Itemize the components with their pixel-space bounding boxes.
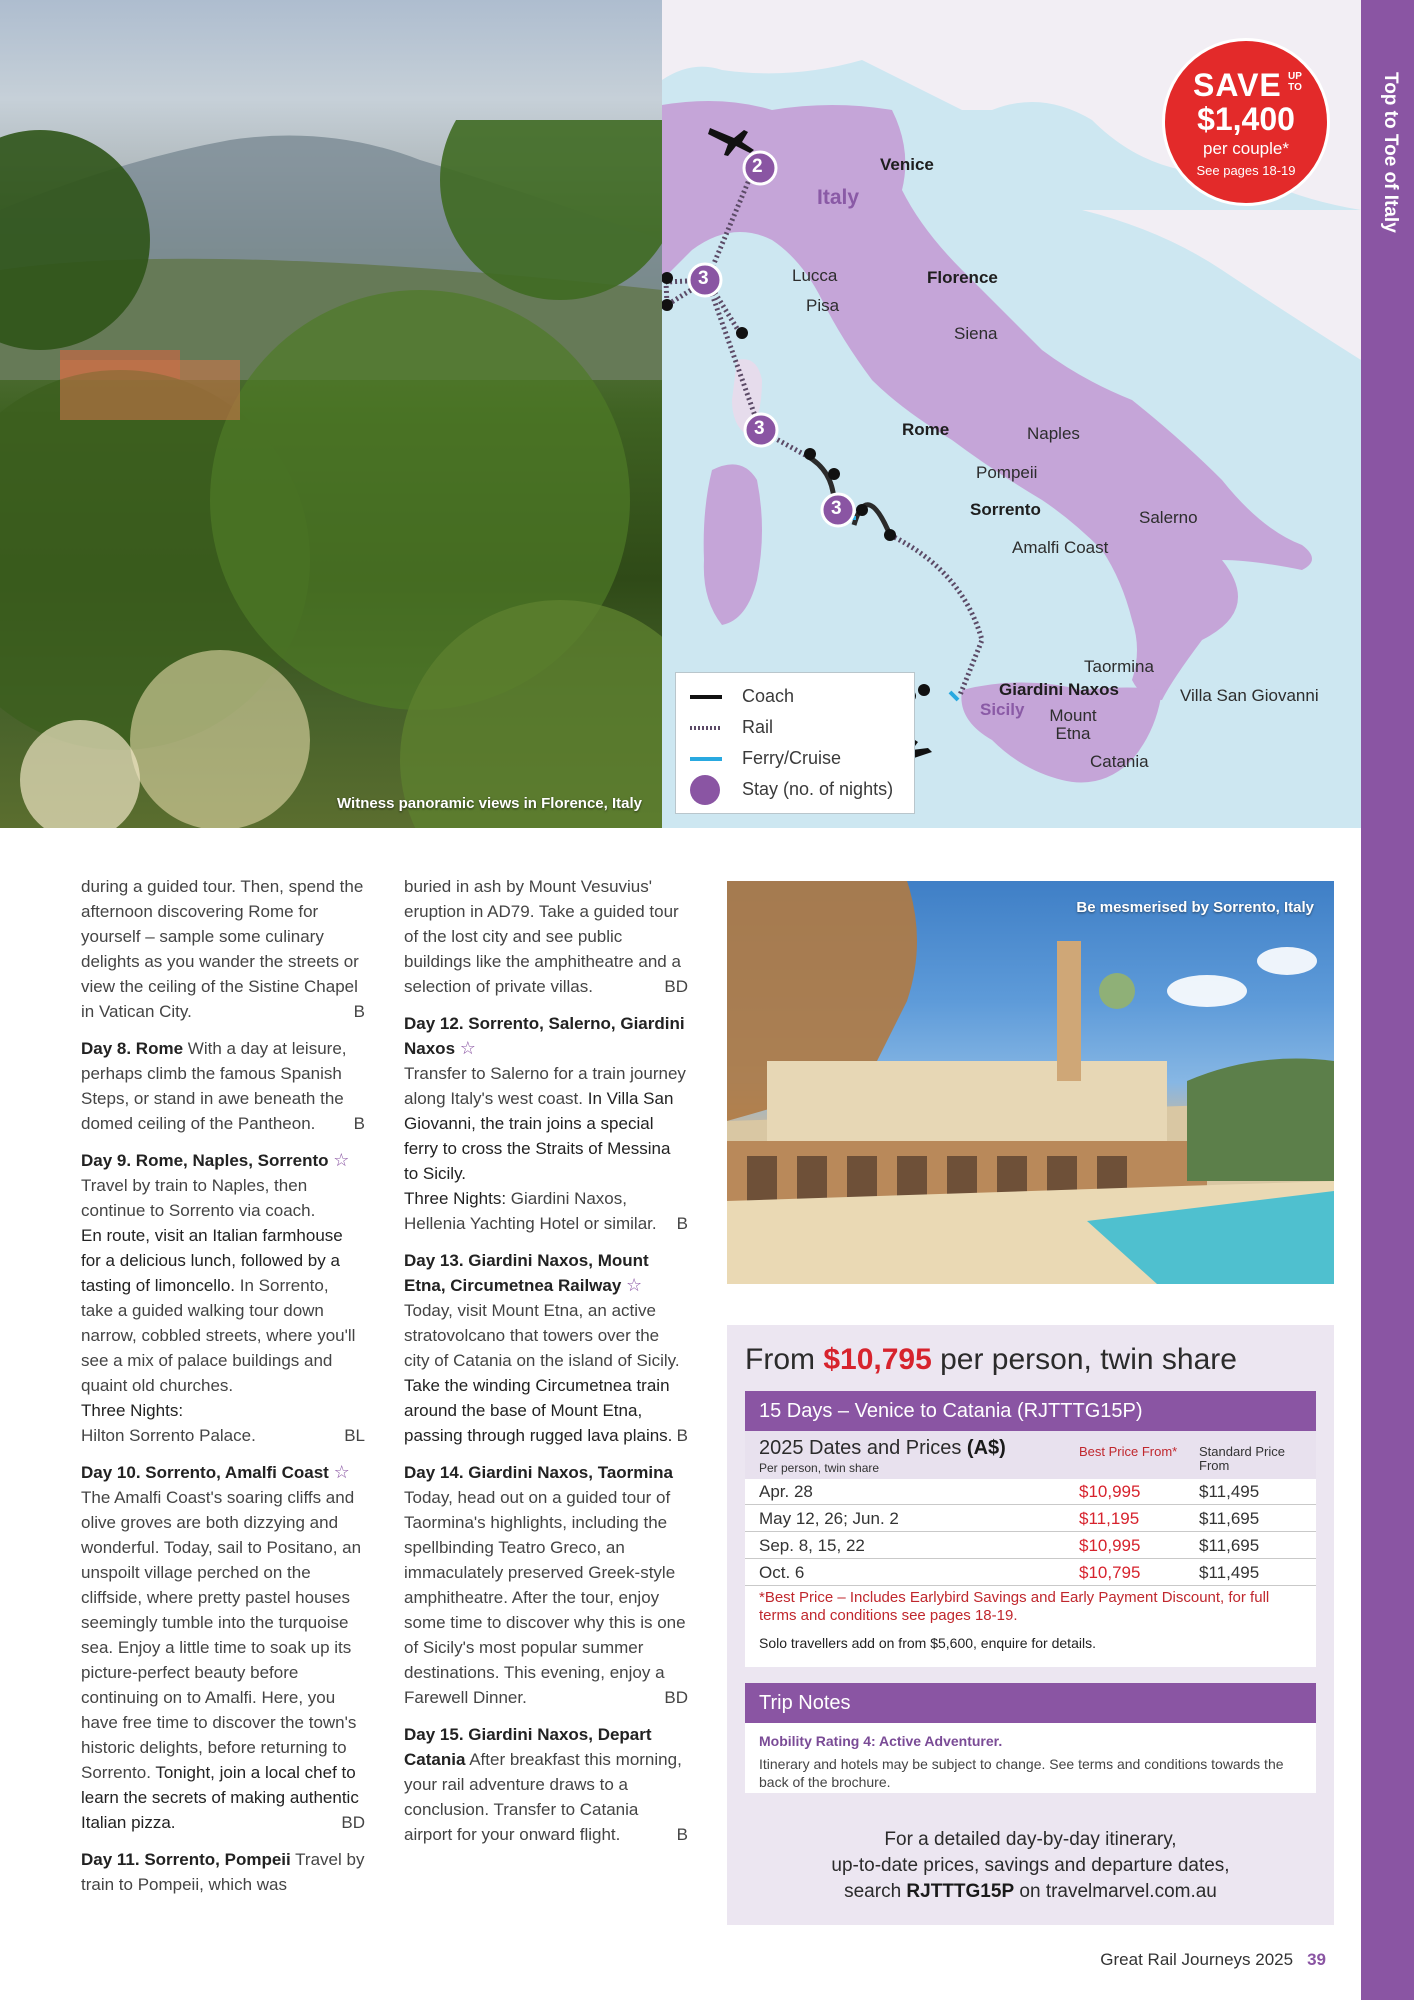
itinerary-day-8 [81,1036,365,1136]
save-amount: $1,400 [1197,101,1295,137]
row-date: May 12, 26; Jun. 2 [759,1509,899,1528]
para-text: In Sorrento, take a guided walking tour down narrow, cobbled streets, where you'll see a mix of palace buildings and quaint old churches. [81,1276,356,1395]
map-legend [675,672,915,814]
label-rome: Rome [902,420,950,439]
highlight-star-icon: ☆ [333,1462,350,1482]
label-pompeii: Pompeii [976,463,1038,482]
itinerary-day-11 [81,1847,365,1897]
country-label-italy: Italy [817,186,860,209]
page-footer [1100,1950,1326,1970]
legend-stay-label: Stay (no. of nights) [742,779,894,799]
label-sorrento: Sorrento [970,500,1041,519]
para-text: Transfer to Salerno for a train journey along Italy's west coast. [404,1064,686,1108]
nights-label: Three Nights: [404,1189,507,1208]
search-website[interactable]: on travelmarvel.com.au [1014,1881,1217,1902]
row-best-price: $11,195 [1079,1509,1140,1528]
row-best-price: $10,995 [1079,1536,1141,1555]
day-heading: Day 11. Sorrento, Pompeii [81,1850,291,1869]
legend-ferry-label: Ferry/Cruise [742,748,842,768]
legend-rail-label: Rail [742,717,774,737]
ferry-line-icon [690,757,722,761]
search-code: RJTTTG15P [906,1881,1015,1902]
dot-salerno [884,529,896,541]
row-standard-price: $11,495 [1199,1563,1260,1582]
day-heading: Day 14. Giardini Naxos, Taormina [404,1463,673,1482]
highlight-star-icon: ☆ [333,1150,350,1170]
price-table [745,1431,1316,1667]
day-heading: Day 9. Rome, Naples, Sorrento [81,1151,329,1170]
para-text: The Amalfi Coast's soaring cliffs and olive groves are both dizzying and wonderful. Today, sail to Positano, an unspoilt village perched on the cliffside, where pretty pastel houses seemingly tumble into the turquoise sea. Enjoy a little time to soak up its picture-perfect beauty before continuing on to Amalfi. Here, you have free time to discover the town's historic delights, before returning to Sorrento. [81,1488,362,1782]
day-heading: Day 8. Rome [81,1039,184,1058]
para-text: buried in ash by Mount Vesuvius' eruption in AD79. Take a guided tour of the lost city and see public buildings like the amphitheatre and a selection of private villas. [404,877,681,996]
legend-stay [676,774,914,804]
photo-scenery [727,881,1334,1284]
save-per: per couple* [1202,139,1289,158]
trip-notes-text: Itinerary and hotels may be subject to change. See terms and conditions towards the back of the brochure. [759,1756,1284,1790]
label-lucca: Lucca [792,266,838,285]
para-text: Travel by train to Pompeii, which was [81,1850,365,1894]
save-up-to: UP TO [1288,71,1302,93]
nights-sorrento: 3 [831,498,842,519]
row-standard-price: $11,695 [1199,1509,1260,1528]
hotel-name: Giardini Naxos, Hellenia Yachting Hotel or similar. [404,1189,657,1233]
label-taormina: Taormina [1084,657,1154,676]
dot-amalfi [856,504,868,516]
tour-title-bar: 15 Days – Venice to Catania (RJTTTG15P) [745,1391,1316,1431]
row-standard-price: $11,695 [1199,1536,1260,1555]
table-row [745,1506,1316,1532]
coach-line-icon [690,695,722,699]
best-price-note: *Best Price – Includes Earlybird Savings and Early Payment Discount, for full terms and conditions see pages 18-19. [759,1589,1270,1624]
para-text: After breakfast this morning, your rail adventure draws to a conclusion. Transfer to Catania airport for your onward flight. [404,1750,682,1844]
pricing-panel [727,1325,1334,1925]
meal-code: B [353,1002,365,1021]
side-tab-title: Top to Toe of Italy [1380,72,1401,233]
trip-notes [745,1723,1316,1793]
itinerary-paragraph [81,874,365,1024]
para-text: Today, head out on a guided tour of Taormina's highlights, including the spellbinding Teatro Greco, an immaculately preserved Greek-style amphitheatre. After the tour, enjoy some time to discover why this is one of Sicily's most popular summer destinations. This evening, enjoy a Farewell Dinner. [404,1488,686,1707]
para-highlight: Tonight, join a local chef to learn the secrets of making authentic Italian pizza. [81,1763,359,1832]
search-info [727,1827,1334,1905]
legend-coach-label: Coach [742,686,795,706]
florence-caption: Witness panoramic views in Florence, Italy [337,795,642,812]
label-venice: Venice [880,155,934,174]
day-heading: Day 13. Giardini Naxos, Mount Etna, Circumetnea Railway [404,1251,649,1295]
para-highlight: Take the winding Circumetnea train around the base of Mount Etna, passing through rugged lava plains. [404,1376,673,1445]
search-pre: search [844,1881,907,1902]
save-see: See pages 18-19 [1196,163,1296,178]
meal-code: B [353,1114,365,1133]
stay-circle-icon [690,775,720,805]
para-text: With a day at leisure, perhaps climb the famous Spanish Steps, or stand in awe beneath the domed ceiling of the Pantheon. [81,1039,347,1133]
table-title-text: 2025 Dates and Prices [759,1437,967,1459]
label-etna: Mount Etna [1049,706,1097,743]
meal-code: BD [664,977,688,996]
search-line-3 [727,1879,1334,1905]
sorrento-caption: Be mesmerised by Sorrento, Italy [1076,899,1314,916]
table-row [745,1479,1316,1505]
label-naples: Naples [1027,424,1080,443]
rail-salerno-villa [890,535,982,695]
highlight-star-icon: ☆ [626,1275,643,1295]
row-date: Oct. 6 [759,1563,805,1582]
meal-code: B [676,1214,688,1233]
itinerary-paragraph [404,874,688,999]
label-catania: Catania [1090,752,1149,771]
row-date: Sep. 8, 15, 22 [759,1536,865,1555]
table-row [745,1560,1316,1586]
dot-siena [736,327,748,339]
meal-code: B [676,1825,688,1844]
label-florence: Florence [927,268,998,287]
land-east [1082,210,1361,360]
table-row [745,1533,1316,1559]
dot-naples [804,448,816,460]
itinerary-day-10 [81,1460,365,1835]
florence-photo [0,0,662,828]
col-standard-price: Standard Price From [1199,1444,1285,1473]
nights-rome: 3 [754,418,765,439]
itinerary-day-9 [81,1148,365,1448]
rail-line-icon [690,726,722,730]
label-amalfi: Amalfi Coast [1012,538,1109,557]
price-table-header [745,1431,1316,1479]
para-highlight: En route, visit an Italian farmhouse for a delicious lunch, followed by a tasting of limoncello. [81,1226,343,1295]
legend-ferry [676,743,914,773]
side-band [1361,0,1414,2000]
label-pisa: Pisa [806,296,840,315]
row-best-price: $10,995 [1079,1482,1141,1501]
itinerary-day-15 [404,1722,688,1847]
solo-note: Solo travellers add on from $5,600, enquire for details. [759,1635,1096,1651]
from-prefix: From [745,1343,824,1376]
from-suffix: per person, twin share [931,1343,1237,1376]
trip-notes-bar: Trip Notes [745,1683,1316,1723]
page-number: 39 [1307,1950,1326,1969]
para-text: Today, visit Mount Etna, an active stratovolcano that towers over the city of Catania on the island of Sicily. [404,1301,680,1370]
legend-rail [676,712,914,742]
meal-code: BD [341,1813,365,1832]
para-text: Travel by train to Naples, then continue to Sorrento via coach. [81,1176,316,1220]
row-best-price: $10,795 [1079,1563,1141,1582]
row-date: Apr. 28 [759,1482,813,1501]
sorrento-photo [727,881,1334,1284]
save-label: SAVE [1193,67,1282,103]
row-standard-price: $11,495 [1199,1482,1260,1501]
meal-code: BL [344,1426,365,1445]
hotel-name: Hilton Sorrento Palace. [81,1426,256,1445]
search-line-1: For a detailed day-by-day itinerary, [884,1829,1177,1850]
nights-venice: 2 [752,156,763,177]
foliage-decoration [0,0,662,828]
itinerary-column-2 [404,874,688,1859]
itinerary-day-14 [404,1460,688,1710]
dot-pompeii [828,468,840,480]
ferry-straits [950,692,958,700]
region-label-sicily: Sicily [980,700,1025,719]
para-text: during a guided tour. Then, spend the afternoon discovering Rome for yourself – sample some culinary delights as you wander the streets or view the ceiling of the Sistine Chapel in Vatican City. [81,877,364,1021]
itinerary-column-1 [81,874,365,1909]
meal-code: BD [664,1688,688,1707]
sardinia-island [704,464,762,625]
highlight-star-icon: ☆ [459,1038,476,1058]
legend-coach [676,681,914,711]
currency-label: (A$) [966,1437,1006,1459]
meal-code: B [676,1426,688,1445]
label-villa: Villa San Giovanni [1180,686,1319,705]
footer-title: Great Rail Journeys 2025 [1100,1950,1294,1969]
label-salerno: Salerno [1139,508,1198,527]
itinerary-day-12 [404,1011,688,1236]
table-subtitle: Per person, twin share [759,1461,880,1475]
dot-villa [918,684,930,696]
label-giardini: Giardini Naxos [999,680,1119,699]
from-amount: $10,795 [823,1343,932,1376]
search-line-2: up-to-date prices, savings and departure dates, [831,1855,1230,1876]
day-heading: Day 15. Giardini Naxos, Depart Catania [404,1725,652,1769]
mobility-rating: Mobility Rating 4: Active Adventurer. [759,1733,1003,1749]
day-heading: Day 12. Sorrento, Salerno, Giardini Naxos [404,1014,685,1058]
nights-label: Three Nights: [81,1401,184,1420]
dot-pisa [662,299,673,311]
nights-florence: 3 [698,268,709,289]
label-siena: Siena [954,324,998,343]
from-price [745,1343,1237,1377]
para-highlight: In Villa San Giovanni, the train joins a special ferry to cross the Straits of Messina to Sicily. [404,1089,674,1183]
itinerary-day-13 [404,1248,688,1448]
day-heading: Day 10. Sorrento, Amalfi Coast [81,1463,329,1482]
save-badge [1162,38,1330,206]
col-best-price: Best Price From* [1079,1444,1178,1459]
table-title [759,1437,1006,1460]
